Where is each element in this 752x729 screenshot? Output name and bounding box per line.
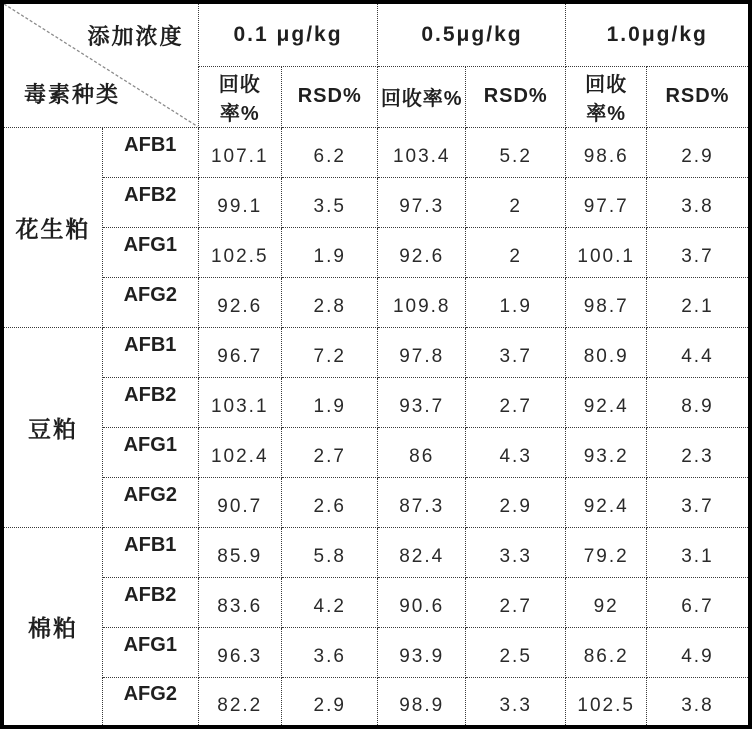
value-cell: 5.2	[465, 127, 566, 177]
value-cell: 92.4	[566, 477, 646, 527]
value-cell: 99.1	[198, 177, 281, 227]
value-cell: 93.7	[378, 377, 465, 427]
rsd-header-1: RSD%	[281, 66, 378, 127]
table-row	[2, 427, 750, 477]
value-cell: 7.2	[281, 327, 378, 377]
value-cell: 97.8	[378, 327, 465, 377]
value-cell: 2.7	[281, 427, 378, 477]
value-cell: 100.1	[566, 227, 646, 277]
toxin-label: AFB1	[103, 127, 199, 177]
value-cell: 6.2	[281, 127, 378, 177]
group-label-peanut-meal: 花生粕	[2, 127, 103, 327]
value-cell: 102.4	[198, 427, 281, 477]
toxin-label: AFG1	[103, 627, 199, 677]
value-cell: 4.9	[646, 627, 750, 677]
table-row	[2, 527, 750, 577]
corner-top-label: 添加浓度	[87, 24, 184, 49]
value-cell: 83.6	[198, 577, 281, 627]
value-cell: 82.2	[198, 677, 281, 727]
concentration-header-0.5: 0.5μg/kg	[378, 2, 566, 66]
group-label-cottonseed-meal: 棉粕	[2, 527, 103, 727]
table-row	[2, 577, 750, 627]
value-cell: 102.5	[198, 227, 281, 277]
value-cell: 2.5	[465, 627, 566, 677]
value-cell: 96.3	[198, 627, 281, 677]
value-cell: 102.5	[566, 677, 646, 727]
value-cell: 3.6	[281, 627, 378, 677]
value-cell: 98.7	[566, 277, 646, 327]
table-row	[2, 477, 750, 527]
value-cell: 2	[465, 227, 566, 277]
value-cell: 3.3	[465, 677, 566, 727]
value-cell: 2.1	[646, 277, 750, 327]
value-cell: 3.3	[465, 527, 566, 577]
value-cell: 82.4	[378, 527, 465, 577]
value-cell: 1.9	[281, 377, 378, 427]
table-row	[2, 327, 750, 377]
recovery-header-2: 回收率%	[378, 66, 465, 127]
value-cell: 3.5	[281, 177, 378, 227]
value-cell: 92.4	[566, 377, 646, 427]
recovery-header-3: 回收率%	[566, 66, 646, 127]
value-cell: 98.9	[378, 677, 465, 727]
toxin-label: AFG2	[103, 277, 199, 327]
value-cell: 2.8	[281, 277, 378, 327]
concentration-header-1.0: 1.0μg/kg	[566, 2, 750, 66]
value-cell: 92.6	[198, 277, 281, 327]
corner-bottom-label: 毒素种类	[24, 81, 121, 107]
table-row	[2, 127, 750, 177]
group-label-soybean-meal: 豆粕	[2, 327, 103, 527]
toxin-label: AFB1	[103, 527, 199, 577]
value-cell: 1.9	[281, 227, 378, 277]
value-cell: 103.4	[378, 127, 465, 177]
value-cell: 2.6	[281, 477, 378, 527]
corner-cell	[2, 2, 198, 127]
toxin-label: AFG1	[103, 427, 199, 477]
table-row	[2, 627, 750, 677]
value-cell: 2	[465, 177, 566, 227]
value-cell: 93.9	[378, 627, 465, 677]
value-cell: 5.8	[281, 527, 378, 577]
value-cell: 103.1	[198, 377, 281, 427]
value-cell: 97.3	[378, 177, 465, 227]
table-row	[2, 177, 750, 227]
value-cell: 96.7	[198, 327, 281, 377]
value-cell: 6.7	[646, 577, 750, 627]
value-cell: 3.7	[465, 327, 566, 377]
value-cell: 4.2	[281, 577, 378, 627]
toxin-label: AFB1	[103, 327, 199, 377]
value-cell: 107.1	[198, 127, 281, 177]
value-cell: 90.6	[378, 577, 465, 627]
value-cell: 1.9	[465, 277, 566, 327]
value-cell: 3.8	[646, 677, 750, 727]
value-cell: 86	[378, 427, 465, 477]
value-cell: 98.6	[566, 127, 646, 177]
toxin-label: AFB2	[103, 577, 199, 627]
value-cell: 93.2	[566, 427, 646, 477]
value-cell: 2.3	[646, 427, 750, 477]
table-row	[2, 227, 750, 277]
toxin-label: AFB2	[103, 377, 199, 427]
value-cell: 2.9	[646, 127, 750, 177]
table-row	[2, 277, 750, 327]
value-cell: 4.4	[646, 327, 750, 377]
value-cell: 92.6	[378, 227, 465, 277]
concentration-header-0.1: 0.1 μg/kg	[198, 2, 378, 66]
value-cell: 2.7	[465, 377, 566, 427]
table-row	[2, 377, 750, 427]
value-cell: 3.7	[646, 227, 750, 277]
value-cell: 109.8	[378, 277, 465, 327]
value-cell: 2.7	[465, 577, 566, 627]
table-row	[2, 677, 750, 727]
value-cell: 92	[566, 577, 646, 627]
rsd-header-3: RSD%	[646, 66, 750, 127]
value-cell: 87.3	[378, 477, 465, 527]
toxin-label: AFB2	[103, 177, 199, 227]
value-cell: 86.2	[566, 627, 646, 677]
value-cell: 3.8	[646, 177, 750, 227]
value-cell: 3.1	[646, 527, 750, 577]
toxin-label: AFG2	[103, 677, 199, 727]
value-cell: 80.9	[566, 327, 646, 377]
value-cell: 4.3	[465, 427, 566, 477]
rsd-header-2: RSD%	[465, 66, 566, 127]
value-cell: 2.9	[281, 677, 378, 727]
value-cell: 8.9	[646, 377, 750, 427]
value-cell: 90.7	[198, 477, 281, 527]
value-cell: 3.7	[646, 477, 750, 527]
toxin-label: AFG2	[103, 477, 199, 527]
value-cell: 97.7	[566, 177, 646, 227]
value-cell: 2.9	[465, 477, 566, 527]
value-cell: 85.9	[198, 527, 281, 577]
recovery-header-1: 回收率%	[198, 66, 281, 127]
value-cell: 79.2	[566, 527, 646, 577]
toxin-label: AFG1	[103, 227, 199, 277]
